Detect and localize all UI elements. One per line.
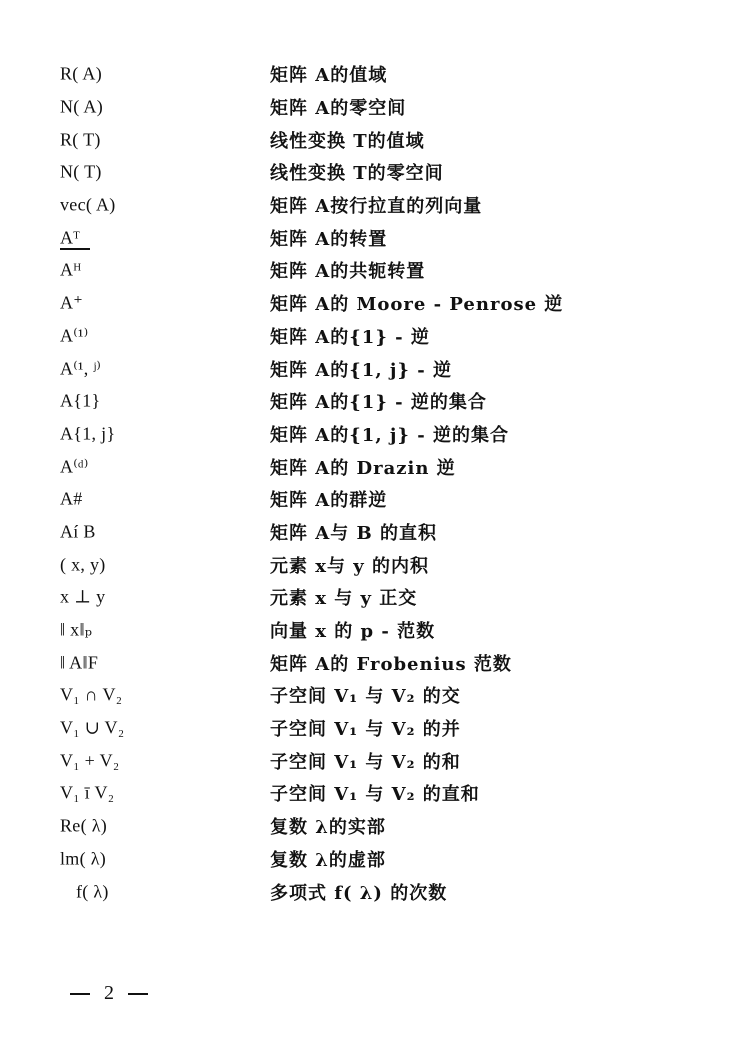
symbol-cell: vec( A) xyxy=(60,194,116,215)
meaning-cell: 矩阵 A的共轭转置 xyxy=(270,261,426,283)
symbol-cell: Aᴴ xyxy=(60,259,82,280)
meaning-cell: 矩阵 A的{1} - 逆 xyxy=(270,326,430,348)
table-row xyxy=(60,123,680,156)
symbol-cell: A{1} xyxy=(60,390,101,411)
table-row xyxy=(60,483,680,516)
meaning-cell: 元素 x 与 y 正交 xyxy=(270,588,418,610)
table-row xyxy=(60,385,680,418)
meaning-cell: 子空间 V₁ 与 V₂ 的并 xyxy=(270,719,461,741)
meaning-cell: 矩阵 A的群逆 xyxy=(270,490,388,512)
symbol-cell: A# xyxy=(60,488,83,509)
page-footer xyxy=(70,982,148,1005)
table-row xyxy=(60,744,680,777)
table-row xyxy=(60,156,680,189)
meaning-cell: 元素 x与 y 的内积 xyxy=(270,555,429,577)
table-row xyxy=(60,254,680,287)
symbol-cell: ( x, y) xyxy=(60,554,106,575)
table-row xyxy=(60,189,680,222)
meaning-cell: 矩阵 A的 Frobenius 范数 xyxy=(270,653,512,675)
symbol-cell: A⁽ᵈ⁾ xyxy=(60,456,89,477)
meaning-cell: 子空间 V₁ 与 V₂ 的直和 xyxy=(270,784,480,806)
table-row xyxy=(60,679,680,712)
meaning-cell: 多项式 f( λ) 的次数 xyxy=(270,882,448,904)
meaning-cell: 线性变换 T的零空间 xyxy=(270,163,444,185)
symbol-cell: R( A) xyxy=(60,63,102,84)
table-row xyxy=(60,91,680,124)
meaning-cell: 子空间 V₁ 与 V₂ 的和 xyxy=(270,751,461,773)
symbol-cell: N( A) xyxy=(60,96,103,117)
meaning-cell: 线性变换 T的值域 xyxy=(270,130,425,152)
table-row xyxy=(60,221,680,254)
symbol-table xyxy=(60,58,680,908)
symbol-cell: A{1, j} xyxy=(60,423,116,444)
symbol-cell: ‖ x‖ₚ xyxy=(60,619,93,640)
table-row xyxy=(60,614,680,647)
symbol-cell: Aí B xyxy=(60,521,96,542)
table-row xyxy=(60,450,680,483)
symbol-cell: A⁽¹⁾ xyxy=(60,325,89,346)
symbol-cell: x ⊥ y xyxy=(60,586,106,607)
symbol-cell: V₁ ∪ V₂ xyxy=(60,717,125,738)
table-row xyxy=(60,646,680,679)
table-row xyxy=(60,287,680,320)
table-row xyxy=(60,352,680,385)
symbol-cell: V₁ + V₂ xyxy=(60,750,120,771)
symbol-cell: N( T) xyxy=(60,161,102,182)
symbol-cell: R( T) xyxy=(60,129,101,150)
left-dash xyxy=(70,993,90,995)
symbol-cell: V₁ ī V₂ xyxy=(60,782,115,803)
table-row xyxy=(60,320,680,353)
meaning-cell: 矩阵 A的{1, j} - 逆的集合 xyxy=(270,424,509,446)
meaning-cell: 子空间 V₁ 与 V₂ 的交 xyxy=(270,686,461,708)
meaning-cell: 向量 x 的 p - 范数 xyxy=(270,621,436,643)
symbol-cell: A⁽¹, ʲ⁾ xyxy=(60,358,102,379)
table-row xyxy=(60,516,680,549)
meaning-cell: 矩阵 A的转置 xyxy=(270,228,388,250)
symbol-cell: ‖ A‖F xyxy=(60,652,99,673)
symbol-cell: f( λ) xyxy=(76,881,109,902)
meaning-cell: 矩阵 A的{1} - 逆的集合 xyxy=(270,392,487,414)
meaning-cell: 矩阵 A的值域 xyxy=(270,65,388,87)
table-row xyxy=(60,712,680,745)
table-row xyxy=(60,548,680,581)
symbol-cell: Aᵀ xyxy=(60,227,81,248)
symbol-cell: A⁺ xyxy=(60,292,84,313)
table-row xyxy=(60,418,680,451)
table-row xyxy=(60,843,680,876)
meaning-cell: 矩阵 A的 Drazin 逆 xyxy=(270,457,456,479)
meaning-cell: 矩阵 A与 B 的直积 xyxy=(270,522,437,544)
meaning-cell: 矩阵 A的零空间 xyxy=(270,98,407,120)
table-row xyxy=(60,777,680,810)
table-row xyxy=(60,875,680,908)
symbol-cell: Re( λ) xyxy=(60,815,108,836)
table-row xyxy=(60,581,680,614)
table-row xyxy=(60,810,680,843)
symbol-cell: lm( λ) xyxy=(60,848,107,869)
meaning-cell: 复数 λ的实部 xyxy=(270,817,386,839)
meaning-cell: 矩阵 A按行拉直的列向量 xyxy=(270,196,483,218)
page-number: 2 xyxy=(104,982,114,1004)
meaning-cell: 矩阵 A的{1, j} - 逆 xyxy=(270,359,452,381)
meaning-cell: 复数 λ的虚部 xyxy=(270,849,386,871)
right-dash xyxy=(128,993,148,995)
symbol-cell: V₁ ∩ V₂ xyxy=(60,684,123,705)
table-row xyxy=(60,58,680,91)
meaning-cell: 矩阵 A的 Moore - Penrose 逆 xyxy=(270,294,564,316)
